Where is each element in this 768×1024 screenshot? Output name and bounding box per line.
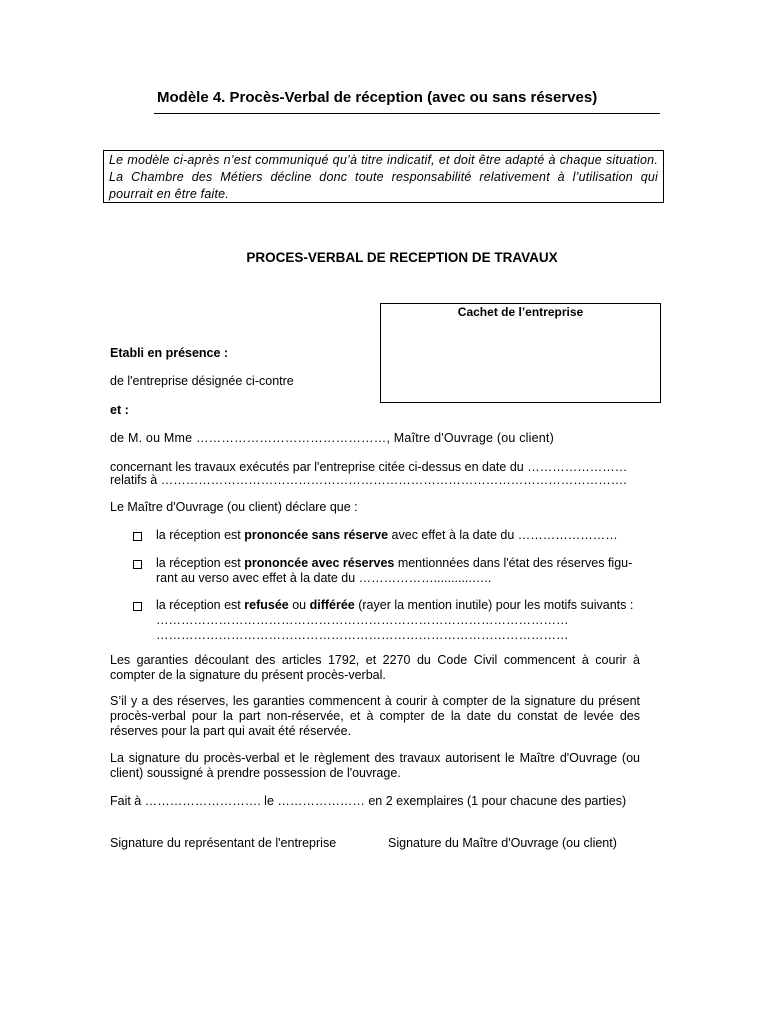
signature-entreprise-label: Signature du représentant de l'entreprise [110,836,337,850]
option-sans-reserve [156,528,656,543]
option2-post: mentionnées dans l'état des réserves figu- [394,556,633,570]
option3-dots2[interactable]: ……………………………………………………………………………………… [156,628,569,642]
signature-client-label: Signature du Maître d'Ouvrage (ou client) [388,836,617,850]
option2-line2: rant au verso avec effet à la date du ………………...........….. [156,571,492,585]
travaux-object-line[interactable]: relatifs à …………………………………………………………………………………………………. [110,473,627,487]
et-label: et : [110,403,129,417]
title-underline [154,113,660,114]
company-stamp-label: Cachet de l’entreprise [457,305,584,319]
signature-note: La signature du procès-verbal et le règlement des travaux autorisent le Maître d'Ouvrage (ou client) soussigné à prendre possession de l'ouvrage. [110,751,640,780]
option-avec-reserves [156,556,656,586]
option1-pre: la réception est [156,528,245,542]
checkbox-square-icon [133,602,142,611]
option1-bold: prononcée sans réserve [244,528,389,542]
checkbox-square-icon [133,532,142,541]
entreprise-line: de l'entreprise désignée ci-contre [110,374,294,388]
checkbox-sans-reserve[interactable] [133,530,142,545]
reserves-paragraph: S’il y a des réserves, les garanties commencent à courir à compter de la signature du présent procès-verbal pour la part non-réservée, et à compter de la date du constat de levée des réserves pour la part qui avait été réservée. [110,694,640,738]
option3-dots1[interactable]: ……………………………………………………………………………………… [156,613,569,627]
option3-pre: la réception est [156,598,245,612]
option3-bold2: différée [309,598,355,612]
option2-bold: prononcée avec réserves [244,556,395,570]
option-refusee [156,598,656,643]
document-title-text: PROCES-VERBAL DE RECEPTION DE TRAVAUX [246,250,558,265]
disclaimer-text: Le modèle ci-après n’est communiqué qu’à titre indicatif, et doit être adapté à chaque situation. La Chambre des Métiers décline donc toute responsabilité relativement à l’utilisation qui pourrait en être faite. [109,153,658,201]
checkbox-avec-reserves[interactable] [133,558,142,573]
client-line[interactable]: de M. ou Mme ………………………………………, Maître d'Ouvrage (ou client) [110,431,554,445]
declaration-intro: Le Maître d'Ouvrage (ou client) déclare que : [110,500,358,514]
company-stamp-box[interactable] [380,303,661,403]
option3-mid: ou [288,598,310,612]
option2-pre: la réception est [156,556,245,570]
option3-bold1: refusée [244,598,289,612]
option3-post: (rayer la mention inutile) pour les motifs suivants : [354,598,634,612]
garanties-paragraph: Les garanties découlant des articles 1792, et 2270 du Code Civil commencent à courir à compter de la signature du présent procès-verbal. [110,653,640,682]
checkbox-refusee[interactable] [133,600,142,615]
option1-post: avec effet à la date du …………………… [388,528,618,542]
disclaimer-box [103,150,664,203]
travaux-date-line[interactable]: concernant les travaux exécutés par l'entreprise citée ci-dessus en date du …………………… [110,460,628,474]
fait-a-line[interactable]: Fait à ………………………. le ………………… en 2 exemplaires (1 pour chacune des parties) [110,794,627,808]
etabli-label: Etabli en présence : [110,346,229,360]
model-title: Modèle 4. Procès-Verbal de réception (avec ou sans réserves) [157,89,598,106]
checkbox-square-icon [133,560,142,569]
document-title [0,250,768,265]
